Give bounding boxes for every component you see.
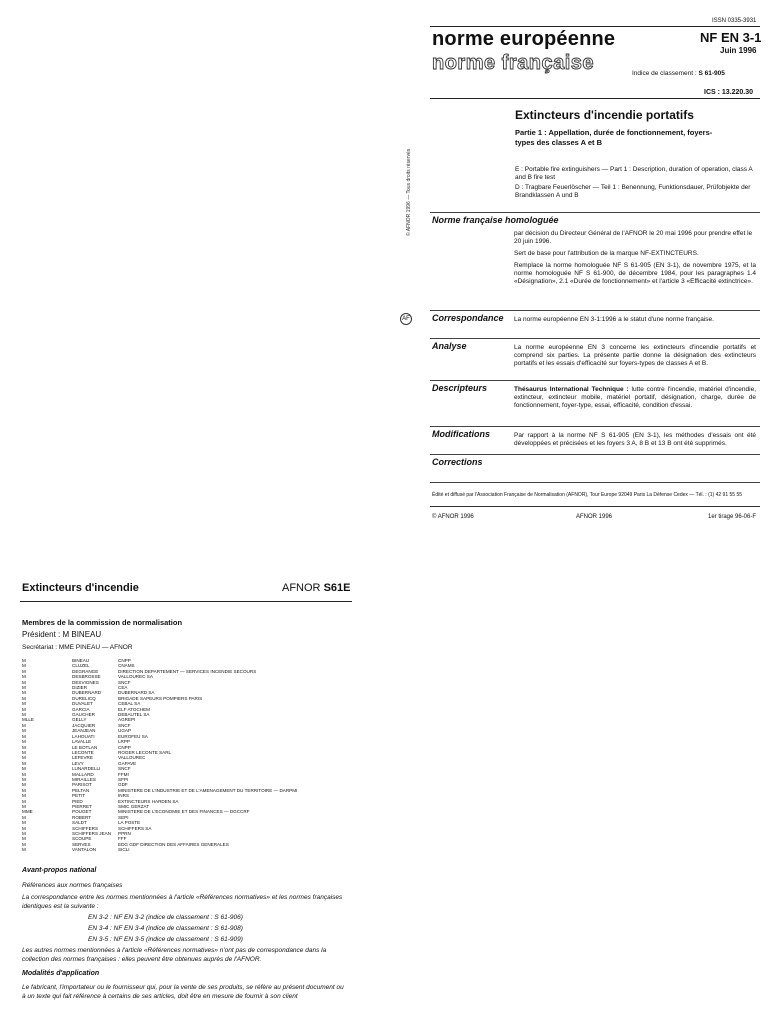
member-organisation: LA POSTE <box>118 820 141 826</box>
member-name: JACQUIER <box>72 722 96 728</box>
member-name: DUVALET <box>72 701 93 707</box>
section-rule <box>430 482 760 483</box>
member-civility: M <box>22 679 26 685</box>
section-rule <box>430 426 760 427</box>
issn-number: ISSN 0335-3931 <box>712 18 757 24</box>
references-intro: La correspondance entre les normes mentionnées à l'article «Références normatives» et les normes françaises identiques est la suivante : <box>22 894 343 910</box>
section-body-modifications <box>514 432 756 452</box>
page2-title: Extincteurs d'incendie <box>22 582 139 594</box>
member-civility: M <box>22 782 26 788</box>
ics-code: ICS : 13.220.30 <box>704 89 754 96</box>
translation-german: D : Tragbare Feuerlöscher — Teil 1 : Benennung, Funktionsdauer, Prüfobjekte der Brandklassen A und B <box>515 184 751 199</box>
references-other: Les autres normes mentionnées à l'article «Références normatives» n'ont pas de correspondance dans la collection des normes françaises : elles peuvent être obtenues auprès de l'AFNOR. <box>22 947 327 963</box>
member-name: PARISOT <box>72 782 92 788</box>
member-name: GAUCHER <box>72 712 95 718</box>
descripteurs-thesaurus-label: Thésaurus International Technique : <box>514 386 629 393</box>
member-organisation: SNCF <box>118 679 131 685</box>
member-name: PIED <box>72 798 83 804</box>
member-civility: M <box>22 803 26 809</box>
member-name: GELLY <box>72 717 87 723</box>
section-rule <box>430 310 760 311</box>
member-organisation: GAPAVE <box>118 760 137 766</box>
member-name: PELTAN <box>72 787 90 793</box>
member-civility: M <box>22 831 26 836</box>
president-line: Président : M BINEAU <box>22 630 102 639</box>
member-civility: M <box>22 712 26 718</box>
member-organisation: EDG GDF DIRECTION DES AFFAIRES GENERALES <box>118 841 229 847</box>
section-body-homologuee <box>514 230 756 290</box>
translation-english: E : Portable fire extinguishers — Part 1 : Description, duration of operation, class A and B fire test <box>515 166 753 181</box>
analyse-text: La norme européenne EN 3 concerne les extincteurs d'incendie portatifs et comprend six parties. La présente partie donne la désignation des extincteurs portatifs et les essais d'efficacité sur foyers-types de classes A et B. <box>514 344 756 367</box>
member-row <box>22 847 322 852</box>
second-page <box>0 572 768 1024</box>
member-organisation: FFF <box>118 836 127 842</box>
member-name: GARCIA <box>72 706 90 712</box>
member-name: DESBROSSE <box>72 674 101 680</box>
member-name: MIRAILLES <box>72 776 96 782</box>
member-civility: M <box>22 771 26 777</box>
member-name: LECONTE <box>72 749 94 755</box>
member-name: SCOUPE <box>72 836 92 842</box>
member-organisation: BRIGADE SAPEURS POMPIERS PARIS <box>118 695 203 701</box>
member-name: SCHIFFERS <box>72 825 99 831</box>
member-organisation: SMIC GERZAT <box>118 803 150 809</box>
member-organisation: DIRECTION DEPARTEMENT — SERVICES INCENDIE SECOURS <box>118 668 257 674</box>
reference-item: EN 3-5 : NF EN 3-5 (indice de classement : S 61-909) <box>88 936 243 943</box>
publisher-line: Édité et diffusé par l'Association Française de Normalisation (AFNOR), Tour Europe 92049 Paris La Défense Cedex — Tél. : (1) 42 91 55 55 <box>432 492 743 498</box>
member-organisation: INRS <box>118 793 129 799</box>
descripteurs-text <box>514 386 756 410</box>
references-heading: Références aux normes françaises <box>22 882 123 889</box>
indice-label: Indice de classement : <box>632 70 697 77</box>
section-rule <box>430 454 760 455</box>
member-civility: M <box>22 825 26 831</box>
member-name: BINEAU <box>72 658 90 663</box>
member-civility: M <box>22 755 26 761</box>
member-civility: M <box>22 749 26 755</box>
member-organisation: CEA <box>118 685 128 691</box>
member-name: LAVALLE <box>72 739 92 745</box>
members-list <box>22 658 322 853</box>
section-body-descripteurs <box>514 386 756 414</box>
copyright-side-text: © AFNOR 1996 — Tous droits réservés <box>406 148 412 236</box>
section-label-modifications: Modifications <box>432 429 490 439</box>
member-name: SALDT <box>72 820 87 826</box>
member-civility: M <box>22 766 26 772</box>
member-organisation: SNCF <box>118 722 131 728</box>
title-norme-francaise: norme française <box>432 52 595 74</box>
member-civility: M <box>22 841 26 847</box>
member-name: DEGRANGE <box>72 668 99 674</box>
homologuee-remplace: Remplace la norme homologuée NF S 61-905 (EN 3-1), de novembre 1975, et la norme homologuée NF S 61-900, de décembre 1984, pour les paragraphes 1.4 «Désignation», 2.1 «Durée de fonctionnement» et l'article 3 «Efficacité extinctrice». <box>514 262 756 285</box>
member-organisation: GDF <box>118 782 128 788</box>
member-civility: M <box>22 760 26 766</box>
document-title: Extincteurs d'incendie portatifs <box>515 108 694 122</box>
member-name: LAHOUATI <box>72 733 95 739</box>
member-name: JEANJEAN <box>72 728 96 734</box>
member-name: LEFEVRE <box>72 755 93 761</box>
footer-copyright: © AFNOR 1996 <box>432 514 474 520</box>
member-organisation: FFMI <box>118 771 129 777</box>
avant-propos-heading: Avant-propos national <box>22 867 97 874</box>
member-name: POUGET <box>72 809 92 815</box>
member-organisation: VALLOUREC SA <box>118 674 153 680</box>
member-civility: M <box>22 814 26 820</box>
member-civility: M <box>22 733 26 739</box>
member-name: SCHIFFERS JEAN <box>72 831 112 836</box>
reference-item: EN 3-2 : NF EN 3-2 (indice de classement : S 61-906) <box>88 914 243 921</box>
member-civility: M <box>22 690 26 696</box>
member-organisation: SEPI <box>118 814 129 820</box>
member-civility: MME <box>22 809 33 815</box>
member-name: PETIT <box>72 793 86 799</box>
member-civility: M <box>22 776 26 782</box>
member-name: DUBERNARD <box>72 690 102 696</box>
member-organisation: UGAP <box>118 728 132 734</box>
homologuee-marque: Sert de base pour l'attribution de la marque NF-EXTINCTEURS. <box>514 250 699 257</box>
member-organisation: EXTINCTEURS HARDEN SA <box>118 798 179 804</box>
member-civility: M <box>22 658 26 663</box>
member-civility: M <box>22 728 26 734</box>
top-rule <box>430 26 760 27</box>
member-organisation: DUBERNARD SA <box>118 690 155 696</box>
page2-rule <box>20 601 352 602</box>
member-civility: M <box>22 706 26 712</box>
member-organisation: EUROFEU SA <box>118 733 148 739</box>
member-civility: M <box>22 668 26 674</box>
member-name: DURELICQ <box>72 695 96 701</box>
footer-printing: 1er tirage 96-06-F <box>708 514 757 520</box>
header-rule <box>430 98 760 99</box>
secretariat-line: Secrétariat : MME PINEAU — AFNOR <box>22 644 133 651</box>
indice-classement <box>632 70 725 77</box>
member-name: DESVIGNES <box>72 679 99 685</box>
correspondance-text: La norme européenne EN 3-1:1996 a le statut d'une norme française. <box>514 316 714 323</box>
member-civility: M <box>22 695 26 701</box>
member-organisation: VALLOUREC <box>118 755 146 761</box>
footer-afnor: AFNOR 1996 <box>576 514 613 520</box>
homologuee-decision: par décision du Directeur Général de l'AFNOR le 20 mai 1996 pour prendre effet le 20 juin 1996. <box>514 230 753 245</box>
reference-item: EN 3-4 : NF EN 3-4 (indice de classement : S 61-908) <box>88 925 243 932</box>
member-name: DIZIER <box>72 685 88 691</box>
member-name: LEVY <box>72 760 84 766</box>
section-label-homologuee: Norme française homologuée <box>432 215 559 225</box>
member-civility: M <box>22 820 26 826</box>
standard-date: Juin 1996 <box>720 46 757 55</box>
member-name: LE BOTLAN <box>72 744 98 750</box>
member-civility: M <box>22 663 26 669</box>
section-label-corrections: Corrections <box>432 457 483 467</box>
member-organisation: PPRN <box>118 831 131 836</box>
modalites-heading: Modalités d'application <box>22 970 100 977</box>
section-rule <box>430 338 760 339</box>
member-organisation: SCHIFFERS SA <box>118 825 152 831</box>
footer-rule <box>430 506 760 507</box>
member-organisation: CNPP <box>118 744 131 750</box>
descripteurs-keywords: lutte contre l'incendie, matériel d'incendie, extincteur, extincteur mobile, matériel portatif, désignation, charge, durée de fonctionnement, foyer-type, essai, efficacité, condition d'essai. <box>514 386 757 409</box>
section-label-descripteurs: Descripteurs <box>432 383 488 393</box>
indice-value: S 61-905 <box>698 70 725 77</box>
member-civility: M <box>22 685 26 691</box>
member-organisation: SICLI <box>118 847 130 853</box>
section-label-correspondance: Correspondance <box>432 313 504 323</box>
member-name: LUNARDELLI <box>72 766 101 772</box>
member-organisation: SFPI <box>118 776 129 782</box>
modalites-text: Le fabricant, l'importateur ou le fournisseur qui, pour la vente de ses produits, se réfère au présent document ou à un texte qui fait référence à certains de ses articles, doit être en mesure de fournir à son client <box>22 984 344 1000</box>
afnor-logo-icon: AF <box>400 313 412 325</box>
member-civility: M <box>22 847 26 853</box>
member-organisation: SNCF <box>118 766 131 772</box>
member-organisation: CEBAL SA <box>118 701 141 707</box>
member-organisation: LRPP <box>118 739 131 745</box>
section-rule <box>430 212 760 213</box>
standard-code: NF EN 3-1 <box>700 30 762 45</box>
afnor-code-value: S61E <box>323 582 351 594</box>
member-organisation: ROGER LECONTE SARL <box>118 749 172 755</box>
section-body-correspondance <box>514 316 756 328</box>
member-name: ROBERT <box>72 814 92 820</box>
member-civility: M <box>22 787 26 793</box>
member-civility: M <box>22 798 26 804</box>
member-name: MALLARD <box>72 771 94 777</box>
section-rule <box>430 380 760 381</box>
page-gap <box>0 548 768 572</box>
member-organisation: ELF ATOCHEM <box>118 706 150 712</box>
member-civility: M <box>22 793 26 799</box>
references-list <box>88 912 243 945</box>
page2-afnor-code <box>282 582 350 594</box>
member-organisation: MINISTERE DE L'INDUSTRIE ET DE L'AMENAGEMENT DU TERRITOIRE — DARPMI <box>118 787 298 793</box>
section-label-analyse: Analyse <box>432 341 467 351</box>
member-civility: M <box>22 674 26 680</box>
member-name: PIERRET <box>72 803 92 809</box>
member-civility: M <box>22 836 26 842</box>
member-name: VANTALON <box>72 847 97 853</box>
member-organisation: AGREPI <box>118 717 136 723</box>
member-civility: M <box>22 722 26 728</box>
modifications-text: Par rapport à la norme NF S 61-905 (EN 3-1), les méthodes d'essais ont été développées et précisées et les foyers 3 A, 8 B et 13 B ont été supprimés. <box>514 432 756 447</box>
member-civility: M <box>22 739 26 745</box>
member-civility: M <box>22 744 26 750</box>
members-heading: Membres de la commission de normalisation <box>22 618 183 627</box>
member-name: CLUZEL <box>72 663 90 669</box>
member-organisation: CNAMS <box>118 663 135 669</box>
member-civility: MLLE <box>22 717 35 723</box>
part-title: Partie 1 : Appellation, durée de fonctionnement, foyers-types des classes A et B <box>515 128 713 147</box>
member-name: SERVES <box>72 841 91 847</box>
title-norme-europeenne: norme européenne <box>432 28 616 50</box>
member-civility: M <box>22 701 26 707</box>
member-organisation: MINISTERE DE L'ECONOMIE ET DES FINANCES — DGCCRF <box>118 809 250 815</box>
member-organisation: CNPP <box>118 658 131 663</box>
member-organisation: DEBAUTEL SA <box>118 712 150 718</box>
section-body-analyse <box>514 344 756 372</box>
afnor-label: AFNOR <box>282 582 321 594</box>
